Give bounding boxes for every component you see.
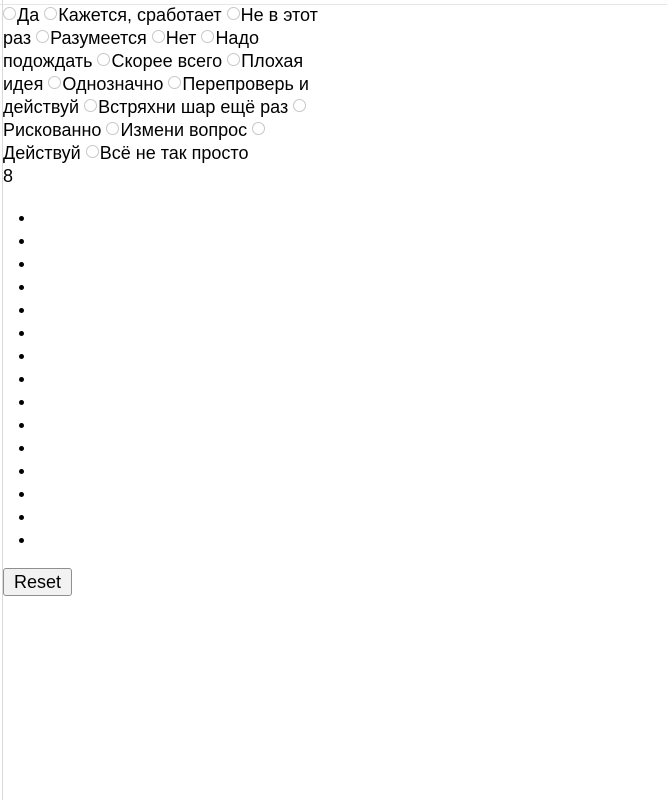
list-item [36, 275, 339, 298]
answer-option[interactable] [97, 51, 222, 71]
bullet-list [3, 206, 339, 551]
answer-label: Встряхни шар ещё раз [98, 97, 289, 117]
reset-button[interactable]: Reset [3, 568, 72, 596]
answer-label: Скорее всего [111, 51, 223, 71]
radio-button[interactable] [97, 53, 110, 66]
radio-button[interactable] [152, 30, 165, 43]
radio-button[interactable] [84, 99, 97, 112]
radio-button[interactable] [106, 122, 119, 135]
radio-button[interactable] [227, 7, 240, 20]
list-item [36, 252, 339, 275]
list-item [36, 298, 339, 321]
radio-button[interactable] [227, 53, 240, 66]
list-item [36, 459, 339, 482]
answer-label: Разумеется [50, 28, 147, 48]
answer-label: Надо подождать [3, 28, 259, 71]
answer-label: Однозначно [62, 74, 164, 94]
radio-button[interactable] [201, 30, 214, 43]
radio-button[interactable] [293, 99, 306, 112]
list-item [36, 367, 339, 390]
answer-label: Рискованно [3, 120, 102, 140]
answer-options [3, 4, 339, 165]
list-item [36, 482, 339, 505]
answer-label: Действуй [3, 143, 81, 163]
answer-option[interactable] [3, 5, 39, 25]
list-item [36, 390, 339, 413]
list-item [36, 528, 339, 551]
answer-option[interactable] [36, 28, 147, 48]
list-item [36, 436, 339, 459]
answer-label: Да [17, 5, 40, 25]
radio-button[interactable] [86, 145, 99, 158]
answer-option[interactable] [152, 28, 197, 48]
answer-label: Нет [165, 28, 197, 48]
answer-option[interactable] [84, 97, 288, 117]
radio-button[interactable] [44, 7, 57, 20]
radio-button[interactable] [48, 76, 61, 89]
radio-button[interactable] [168, 76, 181, 89]
count-value: 8 [3, 166, 14, 186]
answer-label: Измени вопрос [120, 120, 248, 140]
answer-label: Всё не так просто [99, 143, 249, 163]
radio-button[interactable] [36, 30, 49, 43]
answer-option[interactable] [86, 143, 249, 163]
answer-label: Не в этот раз [3, 5, 318, 48]
list-item [36, 206, 339, 229]
radio-button[interactable] [3, 7, 16, 20]
answer-label: Перепроверь и действуй [3, 74, 309, 117]
page-content [3, 4, 339, 596]
list-item [36, 344, 339, 367]
answer-option[interactable] [106, 120, 247, 140]
list-item [36, 321, 339, 344]
radio-button[interactable] [252, 122, 265, 135]
answer-option[interactable] [44, 5, 221, 25]
answer-label: Кажется, сработает [58, 5, 222, 25]
answer-label: Плохая идея [3, 51, 304, 94]
answer-option[interactable] [48, 74, 163, 94]
list-item [36, 229, 339, 252]
list-item [36, 413, 339, 436]
list-item [36, 505, 339, 528]
